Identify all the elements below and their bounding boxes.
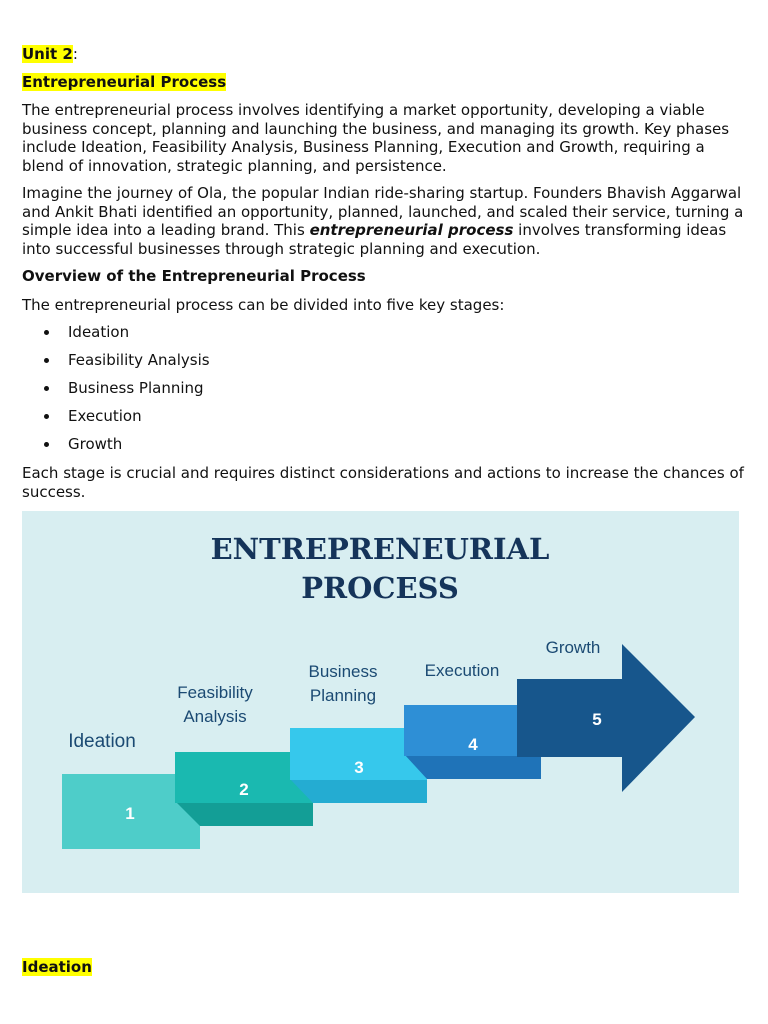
process-diagram bbox=[22, 511, 739, 893]
step-5-number: 5 bbox=[592, 710, 602, 729]
step-2-label-line1: Feasibility bbox=[177, 683, 253, 702]
step-3-label-line1: Business bbox=[308, 662, 378, 681]
figure-title-line1: ENTREPRENEURIAL bbox=[210, 532, 550, 566]
closing-paragraph: Each stage is crucial and requires distinct considerations and actions to increase the chances of success. bbox=[22, 464, 744, 501]
list-item: Feasibility Analysis bbox=[22, 351, 210, 379]
figure-title-line2: PROCESS bbox=[301, 571, 459, 605]
step-2-number: 2 bbox=[239, 780, 249, 799]
intro-paragraph: The entrepreneurial process involves identifying a market opportunity, developing a viable business concept, planning and launching the business, and managing its growth. Key phases include Ideation, Feasibility Analysis, Business Planning, Execution and Growth, requiring a blend of innovation, strategic planning, and persistence. bbox=[22, 101, 730, 175]
step-3-label-line2: Planning bbox=[309, 686, 377, 705]
step-1-label: Ideation bbox=[68, 731, 136, 752]
overview-intro: The entrepreneurial process can be divided into five key stages: bbox=[22, 296, 505, 314]
step-3-number: 3 bbox=[354, 758, 364, 777]
ola-paragraph-start: Imagine the journey of Ola, the popular Indian ride-sharing startup. Founders Bhavish Aggarwal and Ankit Bhati identified an opportunity, planned, launched, and scaled their service, turning a simple idea into a leading brand. This bbox=[22, 184, 744, 239]
stages-list bbox=[22, 323, 210, 463]
emphasis-text: entrepreneurial process bbox=[309, 221, 514, 239]
unit-label: Unit 2 bbox=[22, 45, 73, 63]
ideation-heading bbox=[22, 958, 92, 977]
ola-paragraph bbox=[22, 184, 744, 258]
step-2-label-line2: Analysis bbox=[183, 707, 247, 726]
section-title-text: Entrepreneurial Process bbox=[22, 73, 227, 91]
ola-paragraph-end: involves transforming ideas into successful businesses through strategic planning and execution. bbox=[22, 221, 727, 258]
process-figure bbox=[22, 511, 739, 893]
step-1-number: 1 bbox=[125, 804, 135, 823]
list-item: Growth bbox=[22, 435, 210, 463]
ideation-heading-text: Ideation bbox=[22, 958, 92, 976]
step-5-label: Growth bbox=[545, 638, 601, 657]
unit-heading bbox=[22, 45, 78, 64]
unit-suffix: : bbox=[72, 45, 78, 63]
step-5-arrow bbox=[517, 644, 695, 792]
section-title bbox=[22, 73, 226, 92]
overview-heading: Overview of the Entrepreneurial Process bbox=[22, 267, 366, 285]
list-item: Ideation bbox=[22, 323, 210, 351]
list-item: Execution bbox=[22, 407, 210, 435]
step-4-number: 4 bbox=[468, 735, 478, 754]
step-4-label: Execution bbox=[424, 661, 500, 680]
list-item: Business Planning bbox=[22, 379, 210, 407]
